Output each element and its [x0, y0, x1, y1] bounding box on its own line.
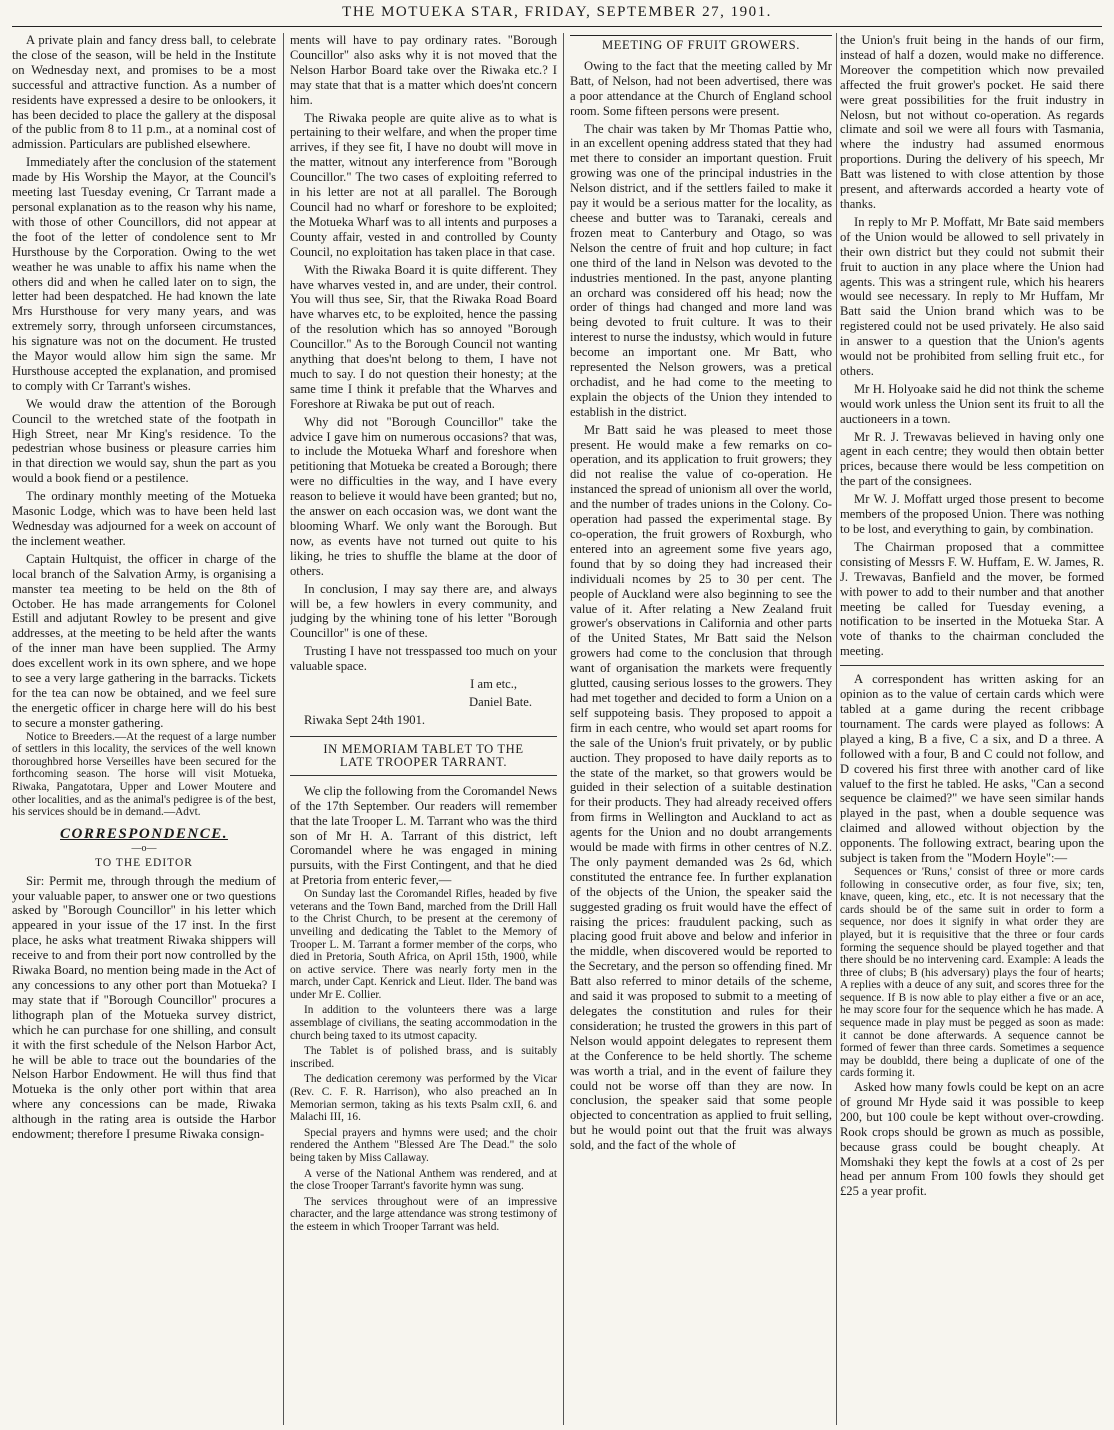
fruit-meeting-attendance: Owing to the fact that the meeting called by Mr Batt, of Nelson, had not been advertised, there was a poor attendance at the Church of England school room. Some fifteen persons were present. — [570, 58, 832, 118]
paragraph-salvation-army: Captain Hultquist, the officer in charge of the local branch of the Salvation Army, is organising a manster tea meeting to be held on the 8th of October. He has made arrangements for Colonel Estill and adjutant Rowley to be present and give addresses, at the meeting to be held after the wants of the inner man have been supplied. The Army does excellent work in its own sphere, and we hope to see a very large gathering in the barracks. Tickets for the tea can now be obtained, and we feel sure the energetic officer in charge here will do his best to secure a monster gathering. — [12, 551, 276, 730]
letter-borough-councillor: Why did not "Borough Councillor" take the advice I gave him on numerous occasions? that was, to include the Motueka Wharf and foreshore when petitioning that Motueka be created a Borough; there were no difficulties in the way, and I have every reason to believe it would have been granted; but no, the answer on each occasion was, we dont want the blooming Wharf. We only want the Borough. But now, as events have not turned out quite to his liking, he tries to shuffle the blame at the door of others. — [290, 414, 557, 578]
hoyle-extract: Sequences or 'Runs,' consist of three or more cards following in consecutive order, as four five, six; ten, knave, queen, king, etc., etc. It is not necessary that the cards should be of the same suit in order to form a sequence, nor does it signify in what order they are played, but it is requisitive that the three or four cards forming the sequence should be played together and that there should be no intervening card. Example: A leads the three of clubs; B (his adversary) plays the four of hearts; A replies with a deuce of any suit, and scores three for the sequence. If B is now able to play either a five or an ace, he may score four for the sequence which he has made. A sequence made in play must be pegged as soon as made: it cannot be done afterwards. A sequence cannot be formed of fewer than three cards. Sometimes a sequence may be doubldd, there being a duplicate of one of the cards forming it. — [840, 865, 1104, 1080]
paragraph-masonic-lodge: The ordinary monthly meeting of the Motueka Masonic Lodge, which was to have been held last Wednesday was adjourned for a week on account of the inclement weather. — [12, 489, 276, 548]
memoriam-title-line-1: IN MEMORIAM TABLET TO THE — [323, 741, 524, 756]
memoriam-volunteers: In addition to the volunteers there was a large assemblage of civilians, the seating accommodation in the church being taxed to its utmost capacity. — [290, 1004, 557, 1042]
masthead-rule — [12, 26, 1102, 27]
fruit-wj-moffatt: Mr W. J. Moffatt urged those present to become members of the proposed Union. There was nothing to be lost, and everything to gain, by combination. — [840, 492, 1104, 536]
memoriam-title-line-2: LATE TROOPER TARRANT. — [339, 754, 508, 769]
letter-riwaka-people: The Riwaka people are quite alive as to what is pertaining to their welfare, and when the proper time arrives, if they see fit, I have no doubt will move in the matter, witnout any interference from "Borough Councillor." The two cases of exploiting referred to in his letter are not at all parallel. The Borough Council had no wharf or foreshore to be exploited; the Motueka Wharf was to all intents and purposes a County affair, vested in and controlled by County Council, no exploitation has taken place in that case. — [290, 110, 557, 259]
letter-sign-off: I am etc., — [470, 677, 517, 692]
memoriam-anthem: A verse of the National Anthem was rendered, and at the close Trooper Tarrant's favorite hymn was sung. — [290, 1167, 557, 1193]
correspondence-heading: CORRESPONDENCE. — [60, 825, 228, 842]
column-4 — [840, 33, 1104, 1425]
letter-dateline: Riwaka Sept 24th 1901. — [304, 712, 426, 727]
column-2 — [290, 33, 557, 1425]
fruit-meeting-chair: The chair was taken by Mr Thomas Pattie who, in an excellent opening address stated that they had met there to consider an important question. Fruit growing was one of the principal industries in the Nelson district, and if the settlers failed to make it pay it would be a serious matter for the locality, as cheese and butter was to Taranaki, cereals and frozen meat to Canterbury and Otago, so was Nelson the centre of fruit and hop culture; in fact one third of the land in Nelson was devoted to the industries mentioned. In the past, anyone planting an orchard was considered off his head; now the order of things had changed and more land was being devoted to fruit culture. It was to their interest to nurse the industsy, which would in future become an important one. Mr Batt, who represented the Nelson growers, was a pretical orchadist, and he had come to the meeting to explain the objects of the Union they intended to establish in the district. — [570, 121, 832, 419]
column-rule-1 — [283, 33, 284, 1425]
memoriam-intro: We clip the following from the Coromandel News of the 17th September. Our readers will remember that the late Trooper L. M. Tarrant who was the third son of Mr H. A. Tarrant of this district, left Coromandel where he was engaged in mining pursuits, with the First Contingent, and that he died at Pretoria from enteric fever,— — [290, 783, 557, 888]
masthead: THE MOTUEKA STAR, FRIDAY, SEPTEMBER 27, 1901. — [342, 4, 772, 20]
fruit-growers-heading: MEETING OF FRUIT GROWERS. — [570, 35, 832, 53]
letter-conclusion: In conclusion, I may say there are, and always will be, a few howlers in every community, and judging by the whining tone of his letter "Borough Councillor" is one of these. — [290, 581, 557, 641]
column-rule-3 — [836, 33, 837, 1425]
paragraph-dress-ball: A private plain and fancy dress ball, to celebrate the close of the season, will be held in the Institute on Wednesday next, and promises to be a most successful and attractive function. As a number of residents have expressed a desire to be onlookers, it has been decided to place the gallery at the disposal of the public from 8 to 11 p.m., at a nominal cost of admission. Particulars are published elsewhere. — [12, 33, 276, 152]
cribbage-query: A correspondent has written asking for an opinion as to the value of certain cards which were tabled at a game during the recent cribbage tournament. The cards were played as follows: A played a king, B a five, C a six, and D a three. A followed with a four, B and C could not follow, and D covered his first three with another card of like valuef to the first he tabled. He asks, "Can a second sequence be claimed?" we have seen similar hands played in the past, when a double sequence was claimed and allowed without objection by the opponents. The following extract, bearing upon the subject is taken from the "Modern Hoyle":— — [840, 672, 1104, 866]
memoriam-heading-box — [290, 736, 557, 776]
fowls-paragraph: Asked how many fowls could be kept on an acre of ground Mr Hyde said it was possible to keep 200, but 100 coule be kept without over-crowding. Rook crops should be grown as much as possible, because grass could be bought cheaply. At Momshaki they kept the fowls at a cost of 2s per head per annum From 100 fowls they should get £25 a year profit. — [840, 1080, 1104, 1199]
column-3 — [570, 33, 832, 1425]
paragraph-council-explanation: Immediately after the conclusion of the statement made by His Worship the Mayor, at the Council's meeting last Tuesday evening, Cr Tarrant made a personal explanation as to the reason why his name, with those of other Councillors, did not appear at the foot of the letter of condolence sent to Mr Hursthouse by the Corporation. Owing to the wet weather he was unable to affix his name when the others did and when he called later on to sign, the letter had been despatched. He had known the late Mrs Hursthouse for very many years, and was extremely sorry, through unforseen circumstances, his signature was not on the document. He trusted the Mayor would allow him sign the same. Mr Hursthouse accepted the explanation, and promised to comply with Cr Tarrant's wishes. — [12, 155, 276, 393]
notice-to-breeders: Notice to Breeders.—At the request of a large number of settlers in this locality, the services of the well known thoroughbred horse Verseilles have been secured for the forthcoming season. The horse will visit Motueka, Riwaka, Pangatotara, Upper and Lower Moutere and other localities, and as the animal's pedigree is of the best, his services should be in demand.—Advt. — [12, 730, 276, 819]
fruit-trewavas: Mr R. J. Trewavas believed in having only one agent in each centre; they would then obtain better prices, because there would be less competition on the part of the consignees. — [840, 429, 1104, 489]
fruit-holyoake: Mr H. Holyoake said he did not think the scheme would work unless the Union sent its fruit to all the auctioneers in a town. — [840, 381, 1104, 426]
fruit-meeting-batt-speech: Mr Batt said he was pleased to meet those present. He would make a few remarks on co-operation, and its application to fruit growers; they did not realise the value of co-operation. He instanced the spread of unionism all over the world, and the number of trades unions in the Colony. Co-operation had passed the experimental stage. By co-operation, the fruit growers of Roxburgh, who entered into an agreement some five years ago, found that by so doing they had increased their individuali ncomes by 25 to 30 per cent. The people of Auckland were also beginning to see the value of it. After relating a New Zealand fruit grower's observations in California and other parts of the United States, Mr Batt said the Nelson growers had come to the conclusion that through want of organisation the markets were frequently glutted, causing serious losses to the growers. They had met together and decided to form a Union on a self suppoteing basis. They proposed to appoit a firm in each centre, who would set apart rooms for the sale of the Union's fruit privately, or by public auction. They proposed to have daily reports as to the state of the market, so that growers would be guided in their selection of a suitable destination for their products. They had already received offers from firms in Wellington and Auckland to act as agents for the Union and no doubt arrangements would be made with firms in other centres of N.Z. The only payment demanded was 2s 6d, which constituted the entrance fee. In further explanation of the objects of the Union, the speaker said the suggested grading os fruit would have the effect of raising the prices: fraudulent packing, such as placing good fruit above and below and inferior in the middle, when discovered would be reported to the Secretary, and the person so offending fined. Mr Batt also referred to minor details of the scheme, and said it was proposed to submit to a meeting of delegates the constitution and rules for their consideration; he trusted the growers in this part of Nelson would appoint delegates to represent them at the Conference to be held shortly. The scheme was worth a trial, and in the event of failure they could not be worse off than they are now. In conclusion, the speaker said that some people objected to concentration as applied to fruit selling, but he would point out that the fruit was always sold, and the fact of the whole of — [570, 422, 832, 1153]
memoriam-march: On Sunday last the Coromandel Rifles, headed by five veterans and the Town Band, marched from the Drill Hall to the Christ Church, to be present at the ceremony of unveiling and dedicating the Tablet to the Memory of Trooper L. M. Tarrant a former member of the corps, who died in Pretoria, South Africa, on April 15th, 1900, while on active service. There was nearly forty men in the march, under Capt. Kenrick and Lieut. Ilder. The band was under Mr E. Collier. — [290, 888, 557, 1001]
letter-closing: Trusting I have not tresspassed too much on your valuable space. — [290, 644, 557, 674]
memoriam-dedication: The dedication ceremony was performed by the Vicar (Rev. C. F. R. Harrison), who also preached an In Memorian sermon, taking as his texts Psalm cxII, 6. and Malachi III, 16. — [290, 1073, 557, 1124]
fruit-committee: The Chairman proposed that a committee consisting of Messrs F. W. Huffam, E. W. James, R. J. Trewavas, Banfield and the mover, be formed with power to add to their number and that another meeting be called for Tuesday evening, a notification to be inserted in the Motueka Star. A vote of thanks to the chairman concluded the meeting. — [840, 539, 1104, 659]
fruit-reply-moffatt: In reply to Mr P. Moffatt, Mr Bate said members of the Union would be allowed to sell privately in their own district but they could not submit their fruit to auction in any place where the Union had agents. This was a stringent rule, which his hearers would see necessary. In reply to Mr Huffam, Mr Batt said the Union brand which was to be registered could not be used privately. He also said in answer to a question that the Union's agents would not be prohibited from selling fruit etc., for others. — [840, 214, 1104, 378]
letter-continued: ments will have to pay ordinary rates. "Borough Councillor" also asks why it is not moved that the Nelson Harbor Board take over the Riwaka etc.? I may state that that is a matter which does'nt concern him. — [290, 33, 557, 107]
fruit-speech-continued: the Union's fruit being in the hands of our firm, instead of half a dozen, would make no difference. Moreover the competition which now prevailed affected the fruit grower's pocket. He said there were great possibilities for the fruit industry in Nelosn, but not without co-operation. As regards climate and soil we were all fours with Tasmania, where the industry had assumed enormous proportions. During the delivery of his speech, Mr Batt was listened to with close attention by those present, and afterwards accorded a hearty vote of thanks. — [840, 33, 1104, 211]
memoriam-services: The services throughout were of an impressive character, and the large attendance was strong testimony of the esteem in which Trooper Tarrant was held. — [290, 1195, 557, 1233]
memoriam-tablet: The Tablet is of polished brass, and is suitably inscribed. — [290, 1045, 557, 1070]
column-1 — [12, 33, 276, 1425]
letter-to-editor: Sir: Permit me, through through the medium of your valuable paper, to answer one or two questions asked by "Borough Councillor" in his letter which appeared in your issue of the 17 inst. In the first place, he asks what treatment Riwaka shippers will receive to and from their port now controlled by the Riwaka Board, no mention being made in the Act of any concessions to any other port than Motueka? I may state that if "Borough Councillor" procures a lithograph plan of the Motueka survey district, which he can purchase for one shilling, and consult it with the first schedule of the Nelson Harbor Act, he will be able to trace out the boundaries of the Nelson Harbor Endowment. He will thus find that Motueka is the only other port within that area where any concessions can be made, Riwaka although in the rating area is outside the Harbor endowment; therefore I presume Riwaka consign- — [12, 873, 276, 1142]
letter-signature: Daniel Bate. — [469, 694, 532, 709]
divider-ornament: —o— — [131, 842, 157, 854]
paragraph-footpath: We would draw the attention of the Borough Council to the wretched state of the footpath in High Street, near Mr King's residence. To the pedestrian whose business or pleasure carries him in that direction we would say, shun the part as you would a book fiend or a pestilence. — [12, 396, 276, 486]
to-the-editor-heading: TO THE EDITOR — [95, 856, 193, 869]
letter-riwaka-board: With the Riwaka Board it is quite different. They have wharves vested in, and are under, their control. You will thus see, Sir, that the Riwaka Road Board have wharves etc, to be exploited, hence the passing of the resolution which has so annoyed "Borough Councillor." As to the Borough Council not wanting anything that does'nt belong to them, I have not much to say. I do not question their honesty; at the same time I think it prefable that the Wharves and Foreshore at Riwaka be put out of reach. — [290, 262, 557, 411]
memoriam-hymns: Special prayers and hymns were used; and the choir rendered the Anthem "Blessed Are The Dead." the solo being taken by Miss Callaway. — [290, 1126, 557, 1164]
column-rule-2 — [563, 33, 564, 1425]
section-divider — [840, 665, 1104, 666]
